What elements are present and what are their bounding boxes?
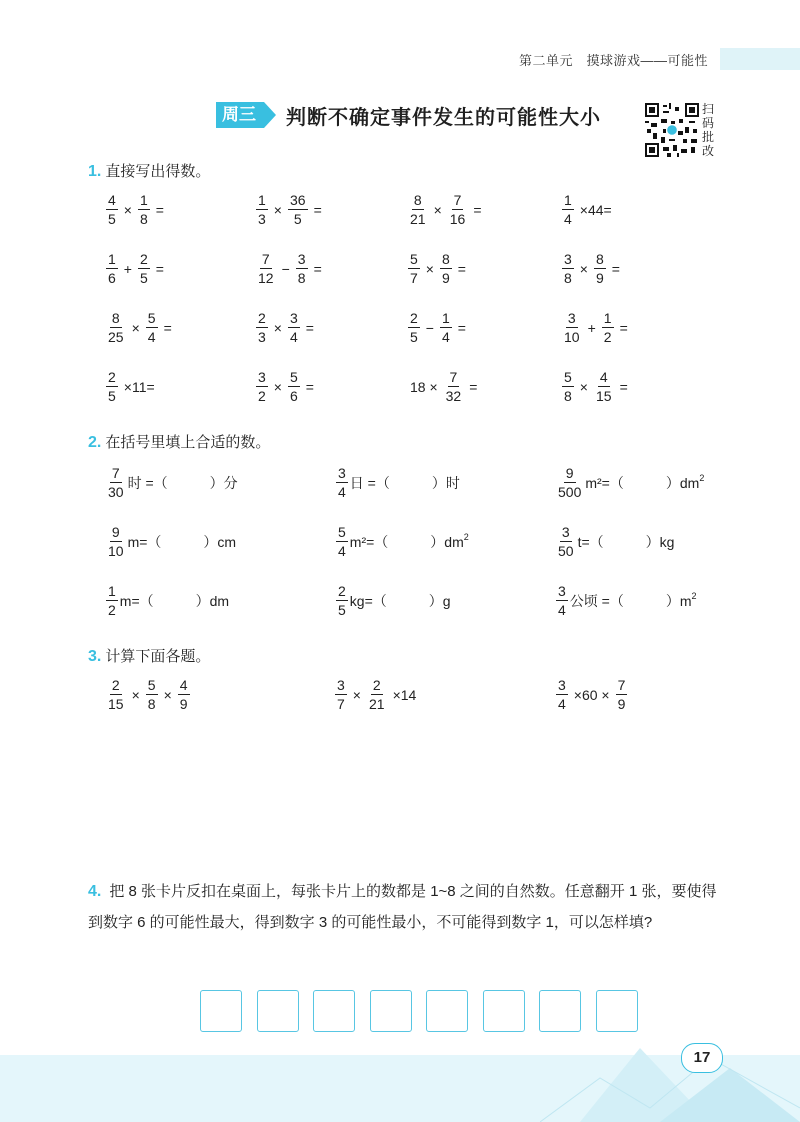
q3-expression-3: $\frac{3}{4}$ ×60 × $\frac{7}{9}$ [558, 677, 626, 712]
unit-text: kg=（ [349, 592, 387, 609]
fraction: $\frac{1}{4}$ [441, 310, 450, 345]
fraction: $\frac{1}{3}$ [258, 192, 266, 227]
fraction: $\frac{3}{50}$ [558, 524, 574, 559]
q1-expression [254, 370, 318, 403]
q2-instruction: 在括号里填上合适的数。 [105, 434, 271, 451]
fraction: $\frac{5}{6}$ [289, 369, 298, 404]
q1-expression [406, 252, 470, 285]
fraction: $\frac{2}{5}$ [108, 369, 116, 404]
fraction: $\frac{3}{10}$ [564, 310, 580, 345]
fraction: $\frac{36}{5}$ [289, 192, 306, 227]
q4-problem [88, 876, 728, 938]
fraction: $\frac{5}{8}$ [147, 677, 156, 712]
q2-number: 2. [88, 434, 102, 451]
fraction: $\frac{5}{4}$ [147, 310, 156, 345]
fraction: $\frac{3}{7}$ [337, 677, 345, 712]
operator: + [123, 260, 132, 277]
unit-header: 第二单元 摸球游戏——可能性 [518, 53, 708, 68]
operator: × [273, 319, 282, 336]
q1-expression [560, 252, 624, 285]
q2-conversion [554, 466, 704, 499]
fraction: $\frac{8}{9}$ [595, 251, 604, 286]
fraction: $\frac{7}{30}$ [108, 465, 124, 500]
operator: = [305, 378, 314, 395]
card-answer-box[interactable] [313, 990, 355, 1032]
fraction: $\frac{4}{5}$ [108, 192, 116, 227]
q1-expression [560, 311, 632, 344]
title-row [216, 100, 601, 130]
operator: = [457, 319, 466, 336]
operator: = [473, 201, 482, 218]
unit-text: 时 =（ [127, 474, 168, 491]
scan-to-grade-label: 扫码批改 [702, 102, 715, 158]
unit-text: m²=（ [349, 533, 389, 550]
fraction: $\frac{3}{8}$ [564, 251, 572, 286]
unit-text: 公顷 =（ [569, 592, 624, 609]
q3-number: 3. [88, 648, 102, 665]
operator: + [587, 319, 596, 336]
page-number: 17 [681, 1043, 723, 1073]
operator: = [313, 201, 322, 218]
unit-text: t=（ [577, 533, 604, 550]
q1-number: 1. [88, 163, 102, 180]
operator: × [131, 319, 140, 336]
operator: = [469, 378, 478, 395]
fraction: $\frac{3}{4}$ [558, 677, 566, 712]
q2-conversion [334, 466, 460, 499]
q3-expression-1: $\frac{2}{15}$ × $\frac{5}{8}$ × $\frac{4}{9}$ [108, 677, 188, 712]
q4-number: 4. [88, 883, 102, 900]
q1-expression [406, 193, 486, 226]
operator: × [433, 201, 442, 218]
q2-conversion [104, 466, 238, 499]
fraction: $\frac{2}{5}$ [410, 310, 418, 345]
operator: = [611, 260, 620, 277]
unit-text: ）dm [195, 592, 230, 609]
unit-text: 日 =（ [349, 474, 390, 491]
fraction: $\frac{8}{21}$ [410, 192, 426, 227]
fraction: $\frac{2}{21}$ [368, 677, 385, 712]
q1-expression [104, 252, 168, 285]
fraction: $\frac{4}{15}$ [595, 369, 612, 404]
unit-text: m=（ [119, 592, 154, 609]
fraction: $\frac{5}{4}$ [338, 524, 346, 559]
q2-conversion [554, 584, 697, 617]
q3-header [88, 645, 210, 666]
fraction: $\frac{8}{9}$ [441, 251, 450, 286]
q2-conversion [104, 525, 236, 558]
q1-expression [254, 252, 326, 285]
qr-code-icon[interactable] [645, 103, 699, 157]
q1-expression [406, 311, 470, 344]
fraction: $\frac{7}{32}$ [445, 369, 462, 404]
operator: × [123, 201, 132, 218]
unit-text: ）cm [203, 533, 237, 550]
q1-expression [406, 370, 481, 403]
fraction: $\frac{2}{15}$ [108, 677, 124, 712]
unit-text: ）分 [209, 474, 238, 491]
fraction: $\frac{8}{25}$ [108, 310, 124, 345]
fraction: $\frac{7}{16}$ [449, 192, 466, 227]
operator: × [425, 260, 434, 277]
unit-text: ）时 [431, 474, 460, 491]
superscript: 2 [691, 590, 697, 601]
fraction: $\frac{7}{12}$ [258, 251, 274, 286]
day-badge: 周三 [216, 102, 264, 128]
fraction: $\frac{5}{8}$ [564, 369, 572, 404]
fraction: $\frac{2}{5}$ [338, 583, 346, 618]
q4-text: 把 8 张卡片反扣在桌面上，每张卡片上的数都是 1~8 之间的自然数。任意翻开 1 张，要使得到数字 6 的可能性最大，得到数字 3 的可能性最小，不可能得到数字 1，可以怎样填? [88, 883, 717, 931]
q1-expression [560, 193, 616, 226]
operator: = [619, 378, 628, 395]
fraction: $\frac{1}{8}$ [139, 192, 148, 227]
card-answer-box[interactable] [370, 990, 412, 1032]
operator: × [273, 201, 282, 218]
unit-text: ）kg [645, 533, 675, 550]
card-answer-box[interactable] [483, 990, 525, 1032]
operator: = [619, 319, 628, 336]
operator: − [281, 260, 290, 277]
q2-conversion [334, 584, 451, 617]
card-answer-box[interactable] [426, 990, 468, 1032]
operator: ×44= [579, 201, 612, 218]
q2-conversion [554, 525, 674, 558]
superscript: 2 [463, 531, 469, 542]
page-title: 判断不确定事件发生的可能性大小 [286, 106, 601, 129]
q1-expression [560, 370, 632, 403]
fraction: $\frac{2}{3}$ [258, 310, 266, 345]
q1-expression [104, 311, 176, 344]
operator: × [579, 378, 588, 395]
q1-header [88, 160, 210, 181]
fraction: $\frac{2}{5}$ [139, 251, 148, 286]
operator: − [425, 319, 434, 336]
q3-expression-2: $\frac{3}{7}$ × $\frac{2}{21}$ ×14 [337, 677, 417, 712]
unit-text: m²=（ [585, 474, 624, 491]
card-answer-box[interactable] [257, 990, 299, 1032]
q1-expression [104, 370, 159, 403]
fraction: $\frac{3}{2}$ [258, 369, 266, 404]
fraction: $\frac{1}{4}$ [564, 192, 572, 227]
fraction: $\frac{1}{6}$ [108, 251, 116, 286]
fraction: $\frac{3}{8}$ [297, 251, 306, 286]
unit-text: ）m [665, 592, 692, 609]
fraction: $\frac{3}{4}$ [558, 583, 566, 618]
fraction: $\frac{9}{10}$ [108, 524, 124, 559]
unit-text: ）g [428, 592, 451, 609]
card-answer-box[interactable] [200, 990, 242, 1032]
q1-instruction: 直接写出得数。 [105, 163, 211, 180]
fraction: $\frac{3}{4}$ [338, 465, 346, 500]
footer-decoration [540, 1018, 800, 1122]
operator: ×11= [123, 378, 155, 395]
q1-expression [254, 193, 326, 226]
q1-expression [254, 311, 318, 344]
q1-expression [104, 193, 168, 226]
fraction: $\frac{3}{4}$ [289, 310, 298, 345]
fraction: $\frac{7}{9}$ [617, 677, 626, 712]
operator: 18 × [410, 378, 438, 395]
q2-conversion [104, 584, 229, 617]
operator: × [273, 378, 282, 395]
superscript: 2 [699, 472, 705, 483]
q2-conversion [334, 525, 469, 558]
fraction: $\frac{5}{7}$ [410, 251, 418, 286]
operator: = [305, 319, 314, 336]
unit-text: m=（ [127, 533, 162, 550]
fraction: $\frac{1}{2}$ [108, 583, 116, 618]
operator: = [313, 260, 322, 277]
q2-header [88, 431, 270, 452]
operator: = [457, 260, 466, 277]
operator: × [579, 260, 588, 277]
operator: = [163, 319, 172, 336]
fraction: $\frac{9}{500}$ [558, 465, 582, 500]
q3-instruction: 计算下面各题。 [105, 648, 211, 665]
unit-text: ）dm [665, 474, 700, 491]
header-band [720, 48, 800, 70]
operator: = [155, 260, 164, 277]
fraction: $\frac{4}{9}$ [179, 677, 188, 712]
fraction: $\frac{1}{2}$ [603, 310, 612, 345]
operator: = [155, 201, 164, 218]
unit-text: ）dm [430, 533, 464, 550]
